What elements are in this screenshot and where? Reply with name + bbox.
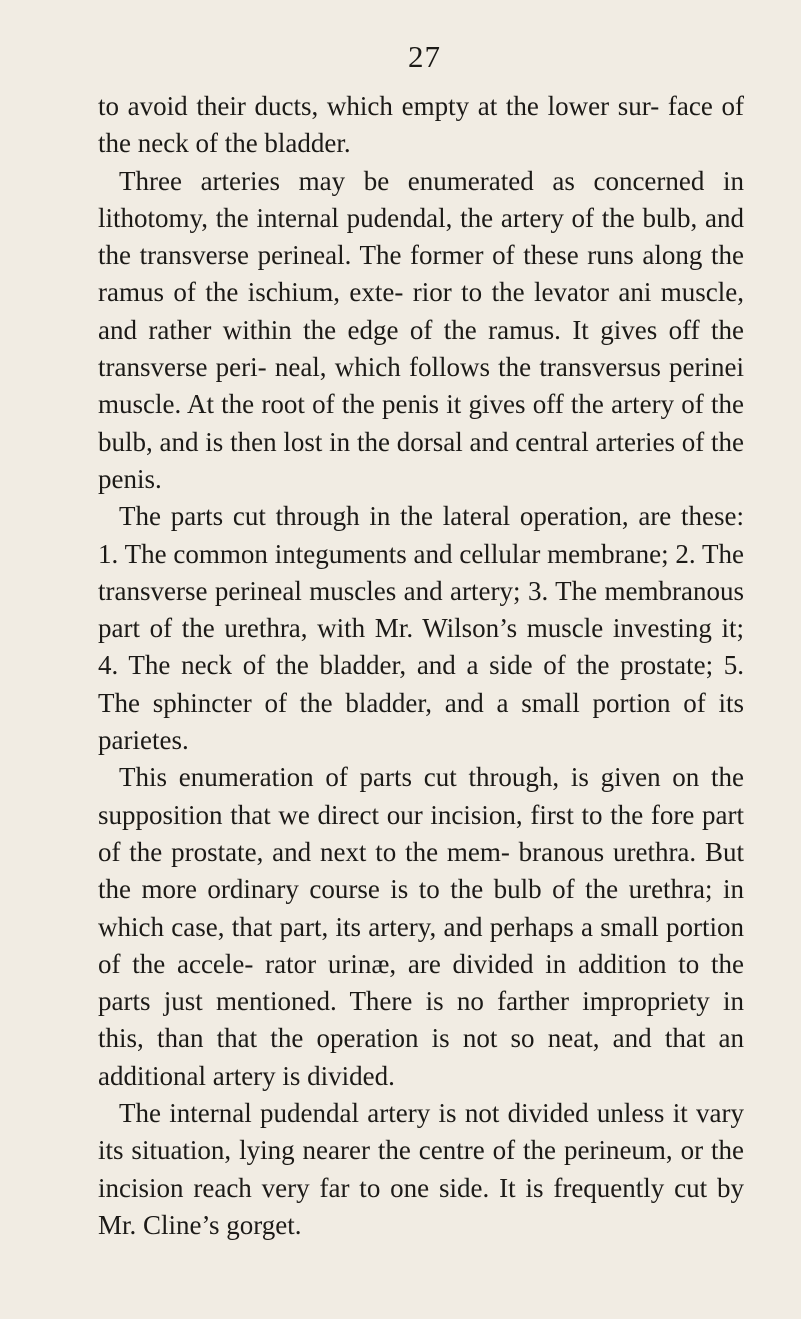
paragraph-continuation: to avoid their ducts, which empty at the lower sur- face of the neck of the bladder.	[98, 91, 744, 159]
paragraph-arteries: Three arteries may be enumerated as concerned in lithotomy, the internal pudendal, the artery of the bulb, and the transverse perineal. The former of these runs along the ramus of the ischium, exte- rior to the levator ani muscle, and rather within the edge of the ramus. It gives off the transverse peri- neal, which follows the transversus perinei muscle. At the root of the penis it gives off the artery of the bulb, and is then lost in the dorsal and central arteries of the penis.	[98, 165, 744, 494]
paragraph-enumeration: This enumeration of parts cut through, is given on the supposition that we direct our incision, first to the fore part of the prostate, and next to the mem- branous urethra. But the more ordinary course is to the bulb of the urethra; in which case, that part, its artery, and perhaps a small portion of the accele- rator urinæ, are divided in addition to the parts just mentioned. There is no farther impropriety in this, than that the operation is not so neat, and that an additional artery is divided.	[98, 762, 744, 1091]
paragraph-internal-pudendal: The internal pudendal artery is not divided unless it vary its situation, lying nearer the centre of the perineum, or the incision reach very far to one side. It is frequently cut by Mr. Cline’s gorget.	[98, 1098, 744, 1240]
page-number: 27	[408, 39, 441, 74]
body-text	[98, 88, 744, 1244]
paragraph-parts-cut: The parts cut through in the lateral operation, are these: 1. The common integuments and cellular membrane; 2. The transverse perineal muscles and artery; 3. The membranous part of the urethra, with Mr. Wilson’s muscle investing it; 4. The neck of the bladder, and a side of the prostate; 5. The sphincter of the bladder, and a small portion of its parietes.	[98, 501, 744, 756]
